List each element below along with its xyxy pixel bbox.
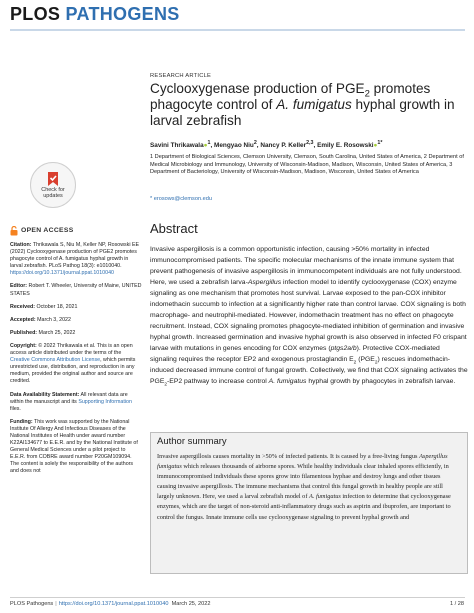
journal-title [10,4,180,25]
bookmark-check-icon [45,171,61,187]
open-access-label: OPEN ACCESS [21,227,74,235]
page-number: 1 / 28 [450,601,464,607]
footer: PLOS Pathogens | https://doi.org/10.1371/journal.ppat.1010040 March 25, 2022 [10,601,211,607]
supporting-info-link[interactable]: Supporting Information [78,398,132,405]
funding-block: Funding: This work was supported by the National Institute Of Allergy And Infectious Diseases of the National Institutes of Health under award number K22AI134677 to E.E.R. and by the National Institute of General Medical Sciences under a pilot project to E.E.R. from COBRE award number P20GM109094. The content is solely the responsibility of the authors and does not [10,418,138,475]
published-date: Published: March 25, 2022 [10,329,76,336]
orcid-icon[interactable]: ● [373,142,378,150]
citation-block: Citation: Thrikawala S, Niu M, Keller NP, Rosowski EE (2022) Cyclooxygenase production of PGE2 promotes phagocyte control of A. fumigatus hyphal growth in larval zebrafish. PLoS Pathog 18(3): e1010040. https://doi.org/10.1371/journal.ppat.1010040 [10,242,140,277]
header-divider [10,29,465,31]
check-updates-line1: Check for [41,186,65,193]
author-name[interactable]: Savini Thrikawala [150,142,204,150]
orcid-icon[interactable]: ● [203,142,208,150]
copyright-block: Copyright: © 2022 Thrikawala et al. This is an open access article distributed under the terms of the Creative Commons Attribution License, which permits unrestricted use, distribution, and reproduction in any medium, provided the original author and source are credited. [10,342,136,385]
author-name[interactable]: Emily E. Rosowski [317,142,374,150]
citation-doi-link[interactable]: https://doi.org/10.1371/journal.ppat.1010040 [10,270,114,277]
footer-divider [10,597,465,598]
corresponding-email[interactable]: * erosows@clemson.edu [150,196,212,202]
accepted-date: Accepted: March 3, 2022 [10,316,71,323]
cc-license-link[interactable]: Creative Commons Attribution License [10,357,101,364]
data-availability-block: Data Availability Statement: All relevant data are within the manuscript and its Supporting Information files. [10,391,132,412]
editor-block: Editor: Robert T. Wheeler, University of Maine, UNITED STATES [10,283,142,297]
footer-date: March 25, 2022 [171,601,211,607]
affiliations: 1 Department of Biological Sciences, Clemson University, Clemson, South Carolina, United States of America, 2 Department of Medical Microbiology and Immunology, University of Wisconsin-Madison, Madison, Wisconsin, United States of America, 3 Department of Bacteriology, University of Wisconsin-Madison, Madison, Wisconsin, United States of America [150,154,464,176]
abstract-body: Invasive aspergillosis is a common opportunistic infection, causing >50% mortality in infected immunocompromised patients. The specific molecular mechanisms of the innate immune system that prevent pathogenesis of invasive aspergillosis in immunocompetent individuals are not fully understood. Here, we used a zebrafish larva-Aspergillus infection model to identify cyclooxygenase (COX) enzyme signaling as one mechanism that promotes host survival. Larvae exposed to the pan-COX inhibitor indomethacin succumb to infection at a significantly higher rate than control larvae. COX signaling is both macrophage- and neutrophil-mediated. However, indomethacin treatment has no effect on phagocyte recruitment. Instead, COX signaling promotes phagocyte-mediated inhibition of germination and invasive hyphal growth. Increased germination and invasive hyphal growth is also observed in infected F0 crispant larvae with mutations in genes encoding for COX enzymes (ptgs2a/b). Protective COX-mediated signaling requires the receptor EP2 and exogenous prostaglandin $E_2$ $(PGE_2)$ rescues indomethacin-induced decreased immune control of fungal growth. Collectively, we find that COX signaling activates the $PGE_2-EP2$ pathway to increase control A. fumigatus hyphal growth by phagocytes in zebrafish larvae. [150,246,468,388]
author-list: Savini Thrikawala●$^1$, Mengyao Niu$^2$, Nancy P. Keller$^{2,3}$, Emily E. Rosowski●$^{1*}$ [150,140,383,150]
abstract-heading: Abstract [150,221,198,236]
check-for-updates-badge[interactable] [30,162,76,208]
received-date: Received: October 18, 2021 [10,303,78,310]
footer-doi-link[interactable]: https://doi.org/10.1371/journal.ppat.1010040 [58,601,169,607]
journal-name-pathogens: PATHOGENS [65,4,180,24]
open-access-row [10,226,142,236]
author-summary-heading: Author summary [157,436,227,447]
journal-name-plos: PLOS [10,4,61,24]
open-lock-icon [10,226,18,236]
author-summary-body: Invasive aspergillosis causes mortality in >50% of infected patients. It is caused by a free-living fungus Aspergillus fumigatus which releases thousands of airborne spores. While healthy individuals clear inhaled spores efficiently, in immunocompromised individuals these spores grow into filamentous hyphae and destroy lungs and other tissues causing invasive aspergillosis. The immune mechanisms that control this fungal growth in healthy people are still largely unknown. Here, we used a larval zebrafish model of A. fumigatus infection to determine that cyclooxygenase enzymes, which are the target of non-steroid anti-inflammatory drugs such as aspirin and ibuprofen, are important to control the fungus. Innate immune cells use cyclooxygenase signaling to prevent hyphal growth and [157,453,451,521]
left-sidebar [10,140,142,476]
author-name[interactable]: Nancy P. Keller [260,142,307,150]
footer-journal: PLOS Pathogens [10,601,54,607]
check-updates-line2: updates [43,193,63,199]
author-name[interactable]: Mengyao Niu [214,142,254,150]
article-title: Cyclooxygenase production of $PGE_2$ promotes phagocyte control of A. fumigatus hyphal growth in larval zebrafish [150,81,455,128]
article-type-label: RESEARCH ARTICLE [150,73,212,79]
